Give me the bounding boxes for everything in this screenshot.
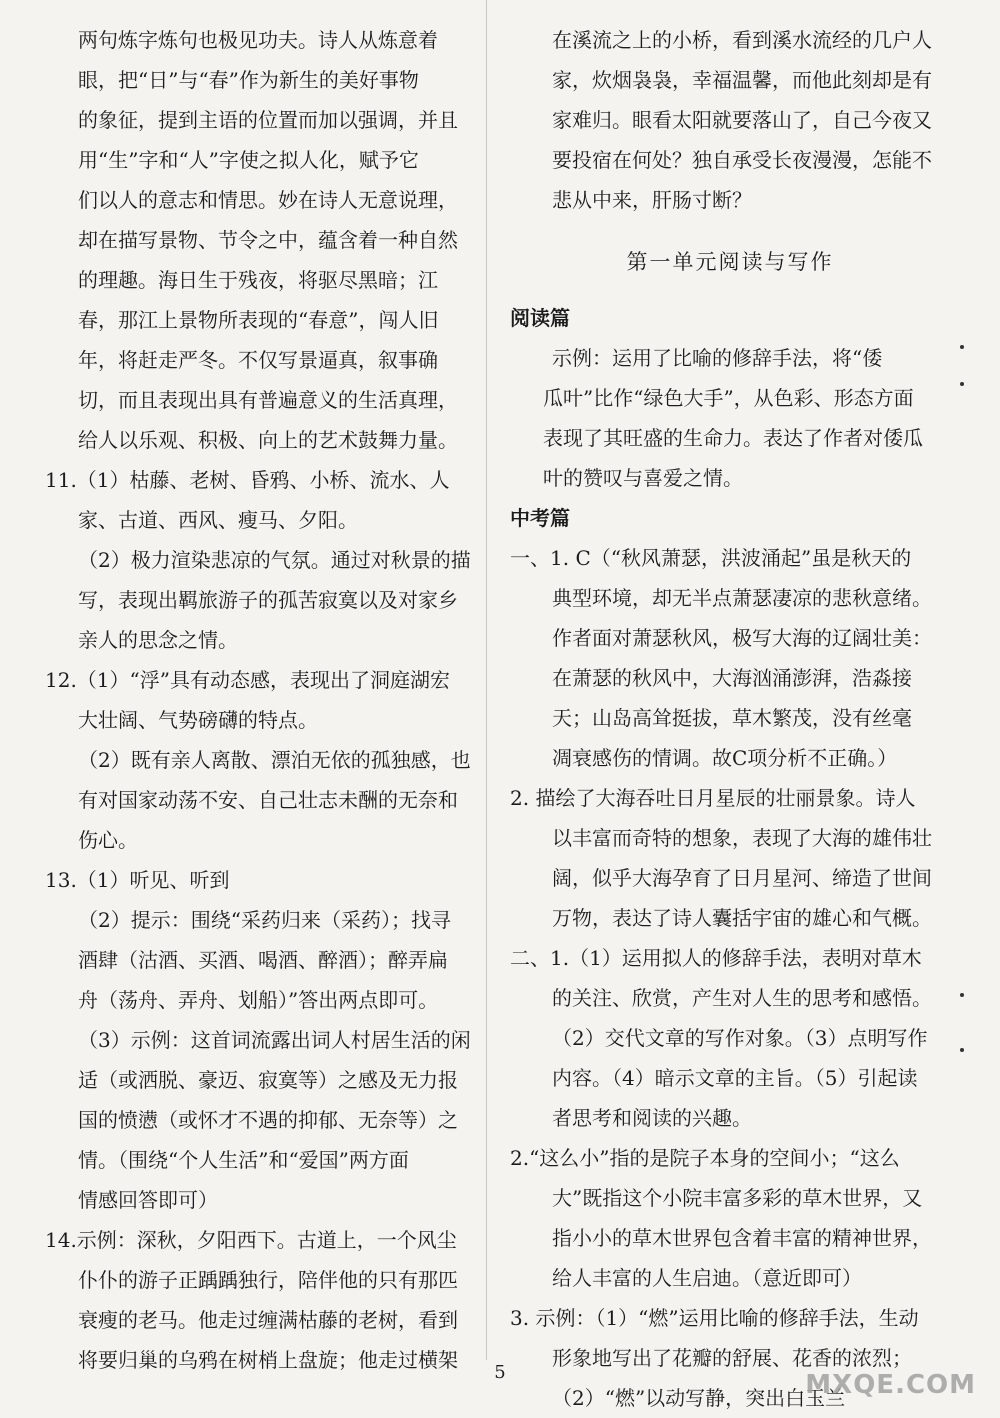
text-line: 写，表现出羁旅游子的孤苦寂寞以及对家乡 — [78, 588, 458, 612]
watermark-logo — [746, 1336, 986, 1406]
margin-dot — [960, 382, 964, 386]
text-line: （2）极力渲染悲凉的气氛。通过对秋景的描 — [78, 548, 471, 572]
text-line: 天；山岛高耸挺拔，草木繁茂，没有丝毫 — [552, 706, 912, 730]
text-line: 情。（围绕“个人生活”和“爱国”两方面 — [78, 1148, 409, 1172]
text-line: 给人丰富的人生启迪。（意近即可） — [552, 1266, 862, 1290]
text-line: 万物，表达了诗人囊括宇宙的雄心和气概。 — [552, 906, 932, 930]
text-line: 12.（1）“浮”具有动态感，表现出了洞庭湖宏 — [45, 668, 450, 692]
text-line: 切，而且表现出具有普遍意义的生活真理， — [78, 388, 458, 412]
text-line: 11.（1）枯藤、老树、昏鸦、小桥、流水、人 — [45, 468, 450, 492]
reading-heading: 阅读篇 — [510, 306, 570, 330]
text-line: 两句炼字炼句也极见功夫。诗人从炼意着 — [78, 28, 438, 52]
text-line: 酒肆（沽酒、买酒、喝酒、醉酒）；醉弄扁 — [78, 948, 448, 972]
text-line: 衰瘦的老马。他走过缠满枯藤的老树，看到 — [78, 1308, 458, 1332]
text-line: （3）示例：这首词流露出词人村居生活的闲 — [78, 1028, 471, 1052]
left-column — [45, 20, 475, 1380]
text-line: 们以人的意志和情思。妙在诗人无意说理， — [78, 188, 458, 212]
text-line: 13.（1）听见、听到 — [45, 868, 230, 892]
text-line: 内容。（4）暗示文章的主旨。（5）引起读 — [552, 1066, 918, 1090]
text-line: 14.示例：深秋，夕阳西下。古道上，一个风尘 — [45, 1228, 457, 1252]
text-line: 舟（荡舟、弄舟、划船）”答出两点即可。 — [78, 988, 439, 1012]
text-line: （2）交代文章的写作对象。（3）点明写作 — [552, 1026, 928, 1050]
text-line: 的关注、欣赏，产生对人生的思考和感悟。 — [552, 986, 932, 1010]
text-line: 将要归巢的乌鸦在树梢上盘旋；他走过横架 — [78, 1348, 458, 1372]
text-line: 仆仆的游子正踽踽独行，陪伴他的只有那匹 — [78, 1268, 458, 1292]
text-line: 3. 示例：（1）“燃”运用比喻的修辞手法，生动 — [510, 1306, 919, 1330]
text-line: 有对国家动荡不安、自己壮志未酬的无奈和 — [78, 788, 458, 812]
text-line: 家，炊烟袅袅，幸福温馨，而他此刻却是有 — [552, 68, 932, 92]
text-line: 一、1. C（“秋风萧瑟，洪波涌起”虽是秋天的 — [510, 546, 912, 570]
margin-dot — [960, 345, 964, 349]
text-line: 在溪流之上的小桥，看到溪水流经的几户人 — [552, 28, 932, 52]
right-column — [510, 20, 950, 1418]
page-number: 5 — [494, 1362, 506, 1383]
text-line: 指小小的草木世界包含着丰富的精神世界， — [552, 1226, 932, 1250]
margin-dot — [960, 993, 964, 997]
text-line: 给人以乐观、积极、向上的艺术鼓舞力量。 — [78, 428, 458, 452]
text-line: 大”既指这个小院丰富多彩的草木世界，又 — [552, 1186, 923, 1210]
text-line: （2）既有亲人离散、漂泊无依的孤独感，也 — [78, 748, 471, 772]
text-line: 伤心。 — [78, 828, 138, 852]
margin-dot — [960, 1048, 964, 1052]
text-line: （2）提示：围绕“采药归来（采药）；找寻 — [78, 908, 451, 932]
text-line: 2. 描绘了大海吞吐日月星辰的壮丽景象。诗人 — [510, 786, 916, 810]
text-line: 国的愤懑（或怀才不遇的抑郁、无奈等）之 — [78, 1108, 458, 1132]
text-line: 年，将赶走严冬。不仅写景逼真，叙事确 — [78, 348, 438, 372]
text-line: 阔，似乎大海孕育了日月星河、缔造了世间 — [552, 866, 932, 890]
text-line: 适（或洒脱、豪迈、寂寞等）之感及无力报 — [78, 1068, 458, 1092]
text-line: 典型环境，却无半点萧瑟凄凉的悲秋意绪。 — [552, 586, 932, 610]
text-line: 要投宿在何处？独自承受长夜漫漫，怎能不 — [552, 148, 932, 172]
text-line: 表现了其旺盛的生命力。表达了作者对倭瓜 — [543, 426, 923, 450]
text-line: 的象征，提到主语的位置而加以强调，并且 — [78, 108, 458, 132]
column-divider — [486, 0, 487, 1360]
text-line: 示例：运用了比喻的修辞手法，将“倭 — [552, 346, 883, 370]
watermark-text: MXQE.COM — [805, 1370, 976, 1400]
text-line: 情感回答即可） — [78, 1188, 218, 1212]
text-line: 眼，把“日”与“春”作为新生的美好事物 — [78, 68, 419, 92]
text-line: （2）“燃”以动写静，突出白玉兰 — [552, 1386, 846, 1410]
text-line: 叶的赞叹与喜爱之情。 — [543, 466, 743, 490]
text-line: 者思考和阅读的兴趣。 — [552, 1106, 752, 1130]
text-line: 二、1.（1）运用拟人的修辞手法，表明对草木 — [510, 946, 922, 970]
text-line: 的理趣。海日生于残夜，将驱尽黑暗；江 — [78, 268, 438, 292]
text-line: 却在描写景物、节令之中，蕴含着一种自然 — [78, 228, 458, 252]
text-line: 瓜叶”比作“绿色大手”，从色彩、形态方面 — [543, 386, 914, 410]
text-line: 以丰富而奇特的想象，表现了大海的雄伟壮 — [552, 826, 932, 850]
text-line: 形象地写出了花瓣的舒展、花香的浓烈； — [552, 1346, 912, 1370]
text-line: 悲从中来，肝肠寸断？ — [552, 188, 752, 212]
text-line: 大壮阔、气势磅礴的特点。 — [78, 708, 318, 732]
text-line: 春，那江上景物所表现的“春意”，闯人旧 — [78, 308, 439, 332]
text-line: 凋衰感伤的情调。故C项分析不正确。） — [552, 746, 898, 770]
text-line: 作者面对萧瑟秋风，极写大海的辽阔壮美： — [552, 626, 932, 650]
text-line: 在萧瑟的秋风中，大海汹涌澎湃，浩淼接 — [552, 666, 912, 690]
text-line: 2.“这么小”指的是院子本身的空间小；“这么 — [510, 1146, 900, 1170]
text-line: 用“生”字和“人”字使之拟人化，赋予它 — [78, 148, 419, 172]
text-line: 亲人的思念之情。 — [78, 628, 238, 652]
section-title: 第一单元阅读与写作 — [626, 250, 834, 274]
text-line: 家难归。眼看太阳就要落山了，自己今夜又 — [552, 108, 932, 132]
text-line: 家、古道、西风、瘦马、夕阳。 — [78, 508, 358, 532]
exam-heading: 中考篇 — [510, 506, 570, 530]
